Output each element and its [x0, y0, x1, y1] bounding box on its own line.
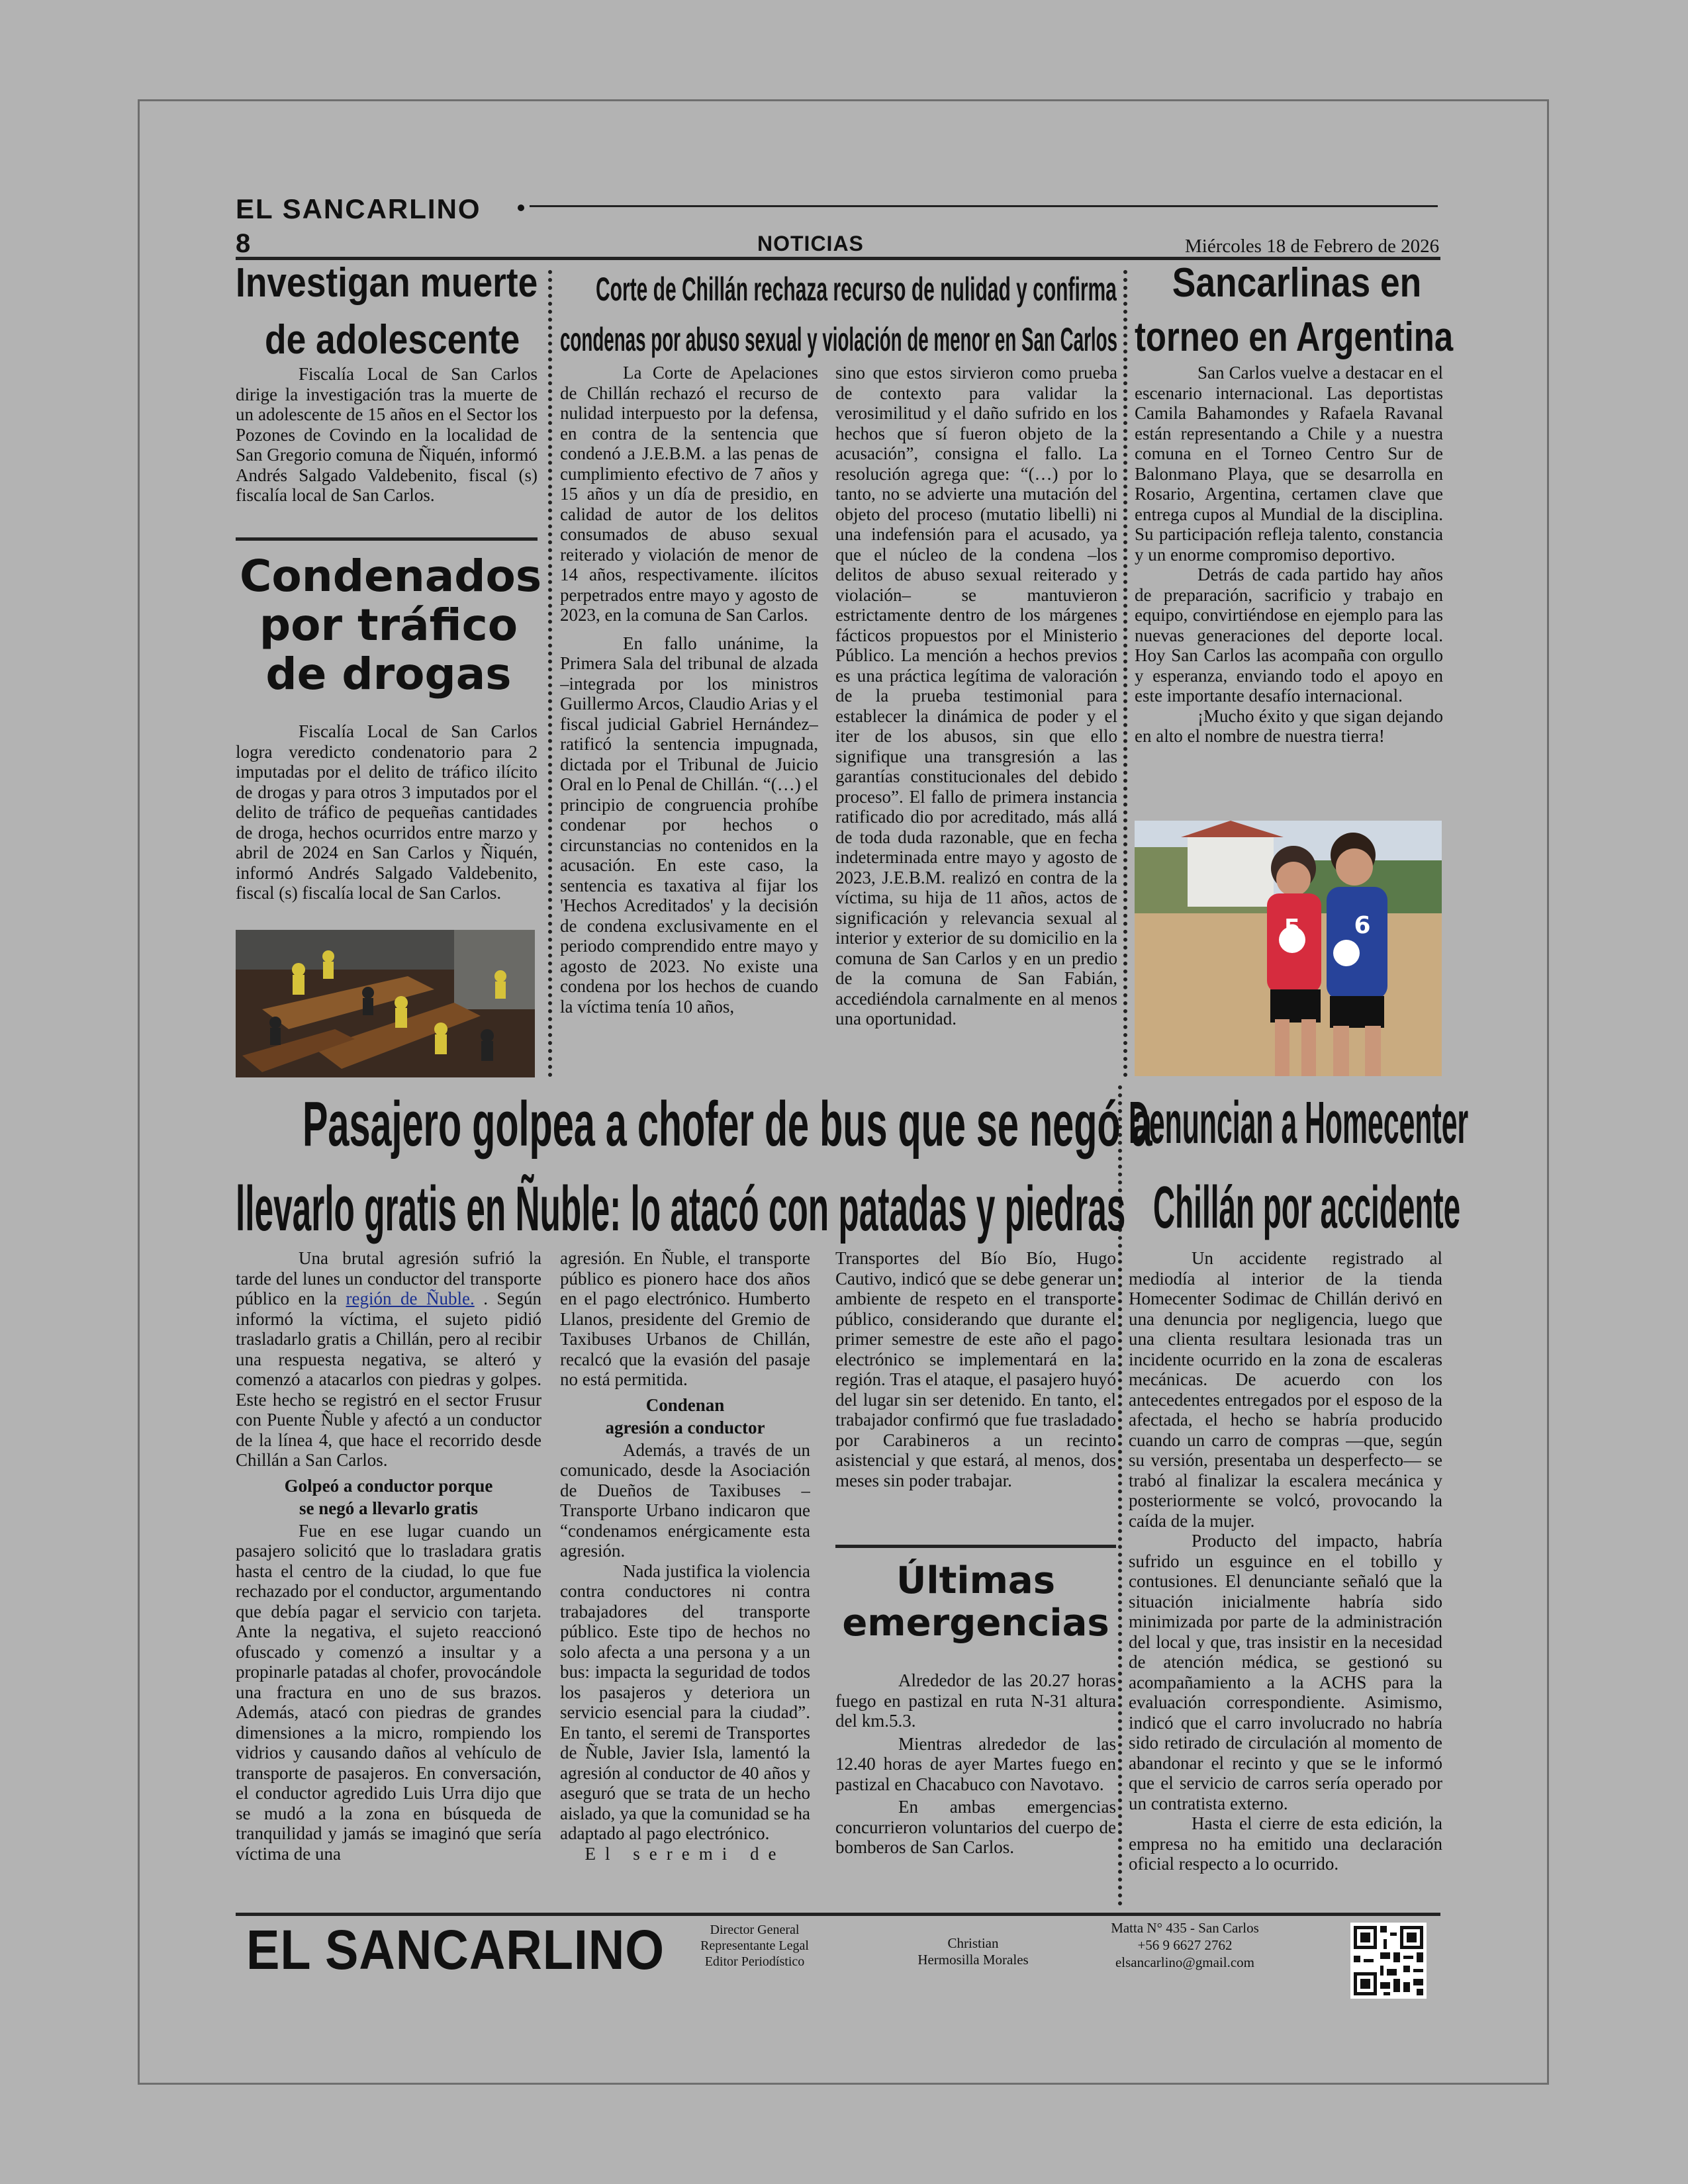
footer-address: Matta N° 435 - San Carlos — [1111, 1920, 1259, 1936]
homecenter-p3: Hasta el cierre de esta edición, la empresa no ha emitido una declaración oficial respecto a lo ocurrido. — [1129, 1813, 1442, 1874]
ultimas-body — [835, 1670, 1116, 1889]
footer-contact — [1086, 1919, 1284, 1971]
jersey-left-number: 5 — [1284, 915, 1301, 942]
pasajero-col1 — [236, 1248, 541, 1907]
pasajero-c2-p3: Nada justifica la violencia contra conductores ni contra trabajadores del transporte público. Este tipo de hechos no solo afecta a una persona y a un bus: impacta la seguridad de todos los pasajeros y deteriora un servicio esencial para la ciudad”. En tanto, el seremi de Transportes de Ñuble, Javier Isla, lamentó la agresión al conductor de 40 años y aseguró que se trata de un hecho aislado, ya que la comunidad se ha adaptado al pago electrónico. — [560, 1561, 810, 1843]
issue-date: Miércoles 18 de Febrero de 2026 — [1185, 236, 1440, 257]
footer-role-director: Director General — [710, 1923, 800, 1937]
pasajero-c2-p1: agresión. En Ñuble, el transporte público es pionero hace dos años en el pago electrónico. Humberto Llanos, presidente del Gremio de Taxibuses Urbanos de Chillán, recalcó que la evasión del pasaje no está permitida. — [560, 1248, 810, 1389]
sancarlinas-headline-line1: Sancarlinas en — [1172, 260, 1422, 306]
footer-top-rule — [236, 1913, 1440, 1916]
masthead-name: EL SANCARLINO — [236, 193, 481, 224]
pasajero-c1-p1b: . Según informó la víctima, el sujeto pidió trasladarlo gratis a Chillán, pero al recibir una respuesta negativa, se alteró y comenzó a atacarlos con piedras y golpes. Este hecho se registró en el sector Frusur con Puente Ñuble y afectó a un conductor de la línea 4, que hace el recorrido desde Chillán a San Carlos. — [236, 1289, 541, 1470]
condenados-body-text: Fiscalía Local de San Carlos logra veredicto condenatorio para 2 imputadas por el delito de tráfico ilícito de drogas y para otros 3 imputados por el delito de tráfico de pequeñas cantidades de droga, hechos ocurridos entre marzo y abril de 2024 en San Carlos y Ñiquén, informó Andrés Salgado Valdebenito, fiscal (s) fiscalía local de San Carlos. — [236, 721, 538, 903]
sancarlinas-p3: ¡Mucho éxito y que sigan dejando en alto el nombre de nuestra tierra! — [1135, 705, 1443, 746]
investigan-body — [236, 364, 538, 529]
footer-person-first: Christian — [947, 1935, 999, 1951]
footer-person — [907, 1935, 1039, 1968]
homecenter-p1: Un accidente registrado al mediodía al interior de la tienda Homecenter Sodimac de Chillán derivó en una denuncia por negligencia, luego que una clienta resultara lesionada tras un incidente ocurrido en la zona de escaleras mecánicas. De acuerdo con los antecedentes entregados por el esposo de la afectada, el hecho se habría producido cuando un carro de compras —que, según su versión, presentaba un desperfecto— se trabó al finalizar la escalera mecánica y posteriormente se volcó, provocando la caída de la mujer. — [1129, 1248, 1442, 1531]
ultimas-p3: En ambas emergencias concurrieron voluntarios del cuerpo de bomberos de San Carlos. — [835, 1797, 1116, 1857]
investigan-bottom-rule — [236, 537, 538, 541]
ultimas-headline-line2: emergencias — [842, 1602, 1109, 1645]
investigan-headline-line2: de adolescente — [265, 317, 520, 363]
footer-role-legal: Representante Legal — [700, 1938, 809, 1953]
pasajero-col2 — [560, 1248, 810, 1907]
condenados-headline-line3: de drogas — [265, 649, 512, 700]
sancarlinas-p1: San Carlos vuelve a destacar en el escenario internacional. Las deportistas Camila Bahamondes y Rafaela Ravanal están representando a Chile y a nuestra comuna en el Torneo Centro Sur de Balonmano Playa, que se desarrolla en Rosario, Argentina, certamen clave que entrega cupos al Mundial de la disciplina. Su participación refleja talento, constancia y un enorme compromiso deportivo. — [1135, 363, 1443, 565]
corte-col2 — [835, 363, 1117, 1079]
pasajero-c1-subhead-line1: Golpeó a conductor porque — [284, 1475, 493, 1496]
footer-person-last: Hermosilla Morales — [917, 1952, 1029, 1968]
corte-headline-line2: condenas por abuso sexual y violación de menor en San Carlos — [560, 321, 1118, 358]
corte-headline-line1: Corte de Chillán rechaza recurso de nulidad y confirma — [596, 271, 1117, 308]
homecenter-headline-line1: Denuncian a Homecenter — [1129, 1090, 1469, 1156]
pasajero-headline-line1: Pasajero golpea a chofer de bus que se negó a — [303, 1089, 1152, 1160]
investigan-headline-line1: Investigan muerte — [236, 260, 538, 306]
pasajero-c1-p2: Fue en ese lugar cuando un pasajero solicitó que lo trasladara gratis hasta el centro de la ciudad, lo que fue rechazado por el conductor, argumentando que debía pagar el servicio con tarjeta. Ante la negativa, el sujeto reaccionó ofuscado y comenzó a insultar y a propinarle patadas al chofer, provocándole una fractura en uno de sus brazos. Además, atacó con piedras de grandes dimensiones a la micro, rompiendo los vidrios y causando daños al vehículo de transporte de pasajeros. En conversación, el conductor agredido Luis Urra dijo que se mudó a la zona en búsqueda de tranquilidad y jamás se imaginó que sería víctima de una — [236, 1520, 541, 1864]
masthead-top-rule — [530, 205, 1438, 207]
pasajero-c2-p2: Además, a través de un comunicado, desde la Asociación de Dueños de Taxibuses – Transporte Urbano indicaron que “condenamos enérgicamente esta agresión. — [560, 1439, 810, 1561]
sancarlinas-headline-line2: torneo en Argentina — [1135, 314, 1454, 360]
pasajero-c2-subhead-line2: agresión a conductor — [605, 1417, 765, 1437]
region-nuble-link[interactable]: región de Ñuble. — [346, 1289, 475, 1308]
footer-role-editor: Editor Periodístico — [704, 1954, 805, 1969]
pasajero-col3 — [835, 1248, 1116, 1539]
homecenter-body — [1129, 1248, 1442, 1907]
footer-roles — [688, 1922, 821, 1970]
corte-col1-p1: La Corte de Apelaciones de Chillán rechazó el recurso de nulidad interpuesto por la defensa, en contra de la sentencia que condenó a J.E.B.M. a las penas de cumplimiento efectivo de 7 años y 15 años y un día de presidio, en calidad de autor de los delitos consumados de abuso sexual reiterado y violación de menor de 14 años, respectivamente. ilícitos perpetrados entre mayo y agosto de 2023, en la comuna de San Carlos. — [560, 363, 818, 625]
athletes-photo — [1135, 821, 1442, 1076]
divider-top-left — [548, 270, 552, 1077]
ultimas-p1: Alrededor de las 20.27 horas fuego en pastizal en ruta N-31 altura del km.5.3. — [835, 1670, 1116, 1731]
condenados-body — [236, 721, 538, 927]
sancarlinas-p2: Detrás de cada partido hay años de preparación, sacrificio y trabajo en equipo, convirtiéndose en ejemplo para las nuevas generaciones del deporte local. Hoy San Carlos las acompaña con orgullo y esperanza, enviando todo el apoyo en este importante desafío internacional. — [1135, 565, 1443, 705]
sancarlinas-body — [1135, 363, 1443, 819]
footer-email[interactable]: elsancarlino@gmail.com — [1115, 1954, 1255, 1970]
ultimas-headline-line1: Últimas — [896, 1559, 1056, 1602]
corte-col2-text: sino que estos sirvieron como prueba de contexto para validar la verosimilitud y el daño sufrido en los hechos que sí fueron objeto de la acusación”, consigna el fallo. La resolución agrega que: “(…) por lo tanto, no se advierte una mutación del objeto del proceso (mutatio libelli) ni una indefensión para el acusado, ya que el núcleo de la condena –los delitos de abuso sexual reiterado y violación– se mantuvieron estrictamente dentro de los márgenes fácticos propuestos por el Ministerio Público. La mención a hechos previos es una práctica legítima de valoración de la prueba testimonial para establecer la dinámica de poder y el iter de los abusos, sin que ello signifique una transgresión a las garantías constitucionales del debido proceso”. El fallo de primera instancia ratificado dio por acreditado, más allá de toda duda razonable, que en fecha indeterminada entre mayo y agosto de 2023, J.E.B.M. realizó en contra de la víctima, su hija de 11 años, actos de significación y relevancia sexual al interior y exterior de su domicilio en la comuna de San Carlos y en un predio de la comuna de San Fabián, accediéndola carnalmente en al menos una oportunidad. — [835, 363, 1117, 1028]
pasajero-c2-tail: El seremi de — [585, 1843, 786, 1864]
pasajero-c3-text: Transportes del Bío Bío, Hugo Cautivo, indicó que se debe generar un ambiente de respeto en el transporte público, considerando que durante el primer semestre de este año el pago electrónico se implementará en la región. Tras el ataque, el pasajero huyó del lugar sin ser detenido. En tanto, el trabajador confirmó que fue trasladado por Carabineros a un recinto asistencial y que estará, al menos, dos meses sin poder trabajar. — [835, 1248, 1116, 1490]
pasajero-c1-subhead-line2: se negó a llevarlo gratis — [299, 1498, 478, 1518]
homecenter-headline-line2: Chillán por accidente — [1153, 1175, 1461, 1241]
corte-col1-p2: En fallo unánime, la Primera Sala del tribunal de alzada –integrada por los ministros Guillermo Arcos, Claudio Arias y el fiscal judicial Gabriel Hernández– ratificó la sentencia impugnada, dictada por el Tribunal de Juicio Oral en lo Penal de Chillán. “(…) el principio de congruencia prohíbe condenar por hechos o circunstancias no contenidos en la acusación. En este caso, la sentencia es taxativa al fijar los 'Hechos Acreditados' y la decisión de condena exclusivamente en el periodo comprendido entre mayo y agosto de 2023. No existe una condena por los hechos de cuando la víctima tenía 10 años, — [560, 633, 818, 1017]
footer-phone: +56 9 6627 2762 — [1137, 1937, 1233, 1953]
footer-name: EL SANCARLINO — [246, 1919, 665, 1981]
pasajero-c1-p1a: Una brutal agresión sufrió la tarde del lunes un conductor del transporte público en la — [236, 1248, 541, 1308]
page-number: 8 — [236, 229, 251, 258]
homecenter-p2: Producto del impacto, habría sufrido un esguince en el tobillo y contusiones. El denunciante señaló que la situación inicialmente habría sido minimizada por parte de la administración del local y que, tras insistir en la necesidad de atención médica, se gestionó su acompañamiento a la ACHS para la evaluación correspondiente. Asimismo, indicó que el carro involucrado no habría sido retirado de circulación al momento de abandonar el recinto y que se le informó que el servicio de carros sería operado por un contratista externo. — [1129, 1531, 1442, 1813]
condenados-headline-line1: Condenados — [240, 551, 542, 602]
qr-code[interactable] — [1350, 1923, 1427, 1999]
courtroom-photo — [236, 930, 535, 1077]
investigan-body-text: Fiscalía Local de San Carlos dirige la investigación tras la muerte de un adolescente de 15 años en el Sector los Pozones de Covindo en la localidad de San Gregorio comuna de Ñiquén, informó Andrés Salgado Valdebenito, fiscal (s) fiscalía local de San Carlos. — [236, 364, 538, 505]
pasajero-c2-subhead-line1: Condenan — [645, 1394, 725, 1415]
corte-col1 — [560, 363, 818, 1079]
pasajero-headline-line2: llevarlo gratis en Ñuble: lo atacó con patadas y piedras — [236, 1173, 1126, 1244]
divider-top-right — [1123, 270, 1127, 1077]
condenados-headline-line2: por tráfico — [259, 600, 518, 651]
ultimas-p2: Mientras alrededor de las 12.40 horas de ayer Martes fuego en pastizal en Chacabuco con Navotavo. — [835, 1733, 1116, 1794]
masthead-dot — [518, 205, 524, 211]
section-name: NOTICIAS — [757, 232, 864, 255]
ultimas-top-rule — [835, 1545, 1116, 1548]
jersey-right-number: 6 — [1354, 912, 1371, 939]
